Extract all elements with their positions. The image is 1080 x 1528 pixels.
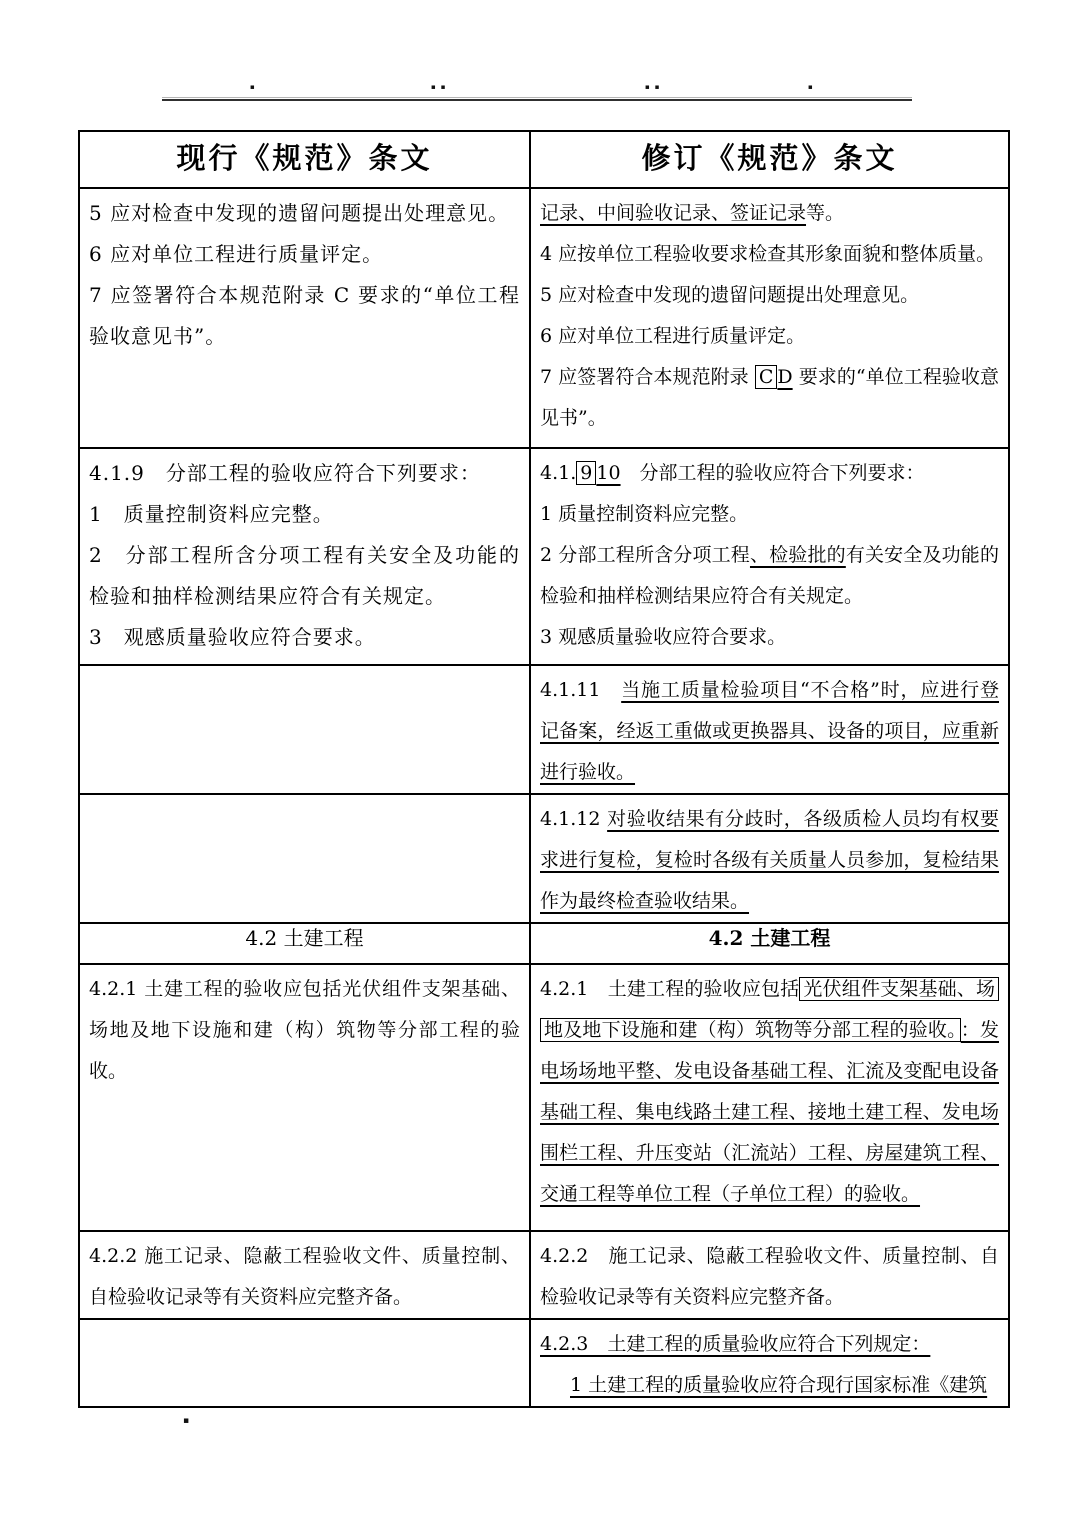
text-run: 分部工程的验收应符合下列要求： <box>620 462 925 484</box>
clause-line: 3 观感质量验收应符合要求。 <box>540 626 787 648</box>
clause-line: 5 应对检查中发现的遗留问题提出处理意见。 <box>540 284 920 306</box>
col-header-revised: 修订《规范》条文 <box>530 131 1009 188</box>
clause-line <box>540 670 999 793</box>
table-row <box>79 665 1009 794</box>
clause-line <box>540 453 999 494</box>
clause-line: 5 应对检查中发现的遗留问题提出处理意见。 <box>89 201 510 225</box>
deleted-text: C <box>755 365 778 389</box>
table-row <box>79 1319 1009 1407</box>
clause-line: 4 应按单位工程验收要求检查其形象面貌和整体质量。 <box>540 243 996 265</box>
clause-line <box>540 969 999 1215</box>
clause-line <box>540 799 999 922</box>
inserted-text: 1 土建工程的质量验收应符合现行国家标准《建筑 <box>570 1374 988 1396</box>
text-run: 有关安全及功能的检验和抽样检测结果应符合有关规定。 <box>540 544 999 607</box>
text-run: 等。 <box>806 202 845 224</box>
revised-clause-cell-4-2-1 <box>530 964 1009 1231</box>
inserted-text: 对验收结果有分歧时，各级质检人员均有权要求进行复检，复检时各级有关质量人员参加，复检结果作为最终检查验收结果。 <box>540 808 999 912</box>
revised-clause-cell-4-1-10 <box>530 448 1009 665</box>
inserted-text: 记录、中间验收记录、签证记录 <box>540 202 807 224</box>
text-run: 2 分部工程所含分项工程 <box>540 544 750 566</box>
clause-line: 4.2.1 土建工程的验收应包括光伏组件支架基础、场地及地下设施和建（构）筑物等分部工程的验收。 <box>89 978 520 1082</box>
clause-line: 4.2.2 施工记录、隐蔽工程验收文件、质量控制、自检验收记录等有关资料应完整齐备。 <box>89 1245 520 1308</box>
inserted-text: 、检验批的 <box>749 544 846 566</box>
table-row <box>79 794 1009 923</box>
revised-clause-cell-4-1-12 <box>530 794 1009 923</box>
header-artifact-mark: ▪▪ <box>431 83 451 91</box>
clause-line: 1 质量控制资料应完整。 <box>89 502 334 526</box>
clause-line <box>540 193 999 234</box>
text-run: 7 应签署符合本规范附录 <box>540 366 755 388</box>
clause-number: 4.1.12 <box>540 808 608 830</box>
revised-section-title: 4.2 土建工程 <box>530 923 1009 964</box>
text-run: 4.1. <box>540 462 577 484</box>
clause-line: 1 质量控制资料应完整。 <box>540 503 749 525</box>
inserted-text: 4.2.3 土建工程的质量验收应符合下列规定： <box>540 1333 931 1355</box>
table-row <box>79 1231 1009 1319</box>
text-run: 要求的“单位工程验收意见书”。 <box>540 366 999 429</box>
inserted-text: 当施工质量检验项目“不合格”时，应进行登记备案，经返工重做或更换器具、设备的项目，应重新进行验收。 <box>540 679 999 783</box>
current-clause-cell-empty <box>79 665 530 794</box>
table-row <box>79 448 1009 665</box>
page-header-rule <box>162 97 912 101</box>
clause-line: 7 应签署符合本规范附录 C 要求的“单位工程验收意见书”。 <box>89 283 520 348</box>
col-header-current: 现行《规范》条文 <box>79 131 530 188</box>
spec-comparison-table <box>78 130 1010 1408</box>
clause-line: 4.2.2 施工记录、隐蔽工程验收文件、质量控制、自检验收记录等有关资料应完整齐备。 <box>540 1245 999 1308</box>
current-clause-cell-4-1-9 <box>79 448 530 665</box>
revised-clause-cell-unit-acceptance <box>530 188 1009 448</box>
clause-line: 6 应对单位工程进行质量评定。 <box>89 242 384 266</box>
clause-line <box>540 357 999 439</box>
deleted-text: 光伏组件支架基础、场地及地下设施和建（构）筑物等分部工程的验收。 <box>540 977 999 1042</box>
clause-line: 4.1.9 分部工程的验收应符合下列要求： <box>89 461 481 485</box>
clause-line <box>540 1324 999 1365</box>
current-section-title: 4.2 土建工程 <box>79 923 530 964</box>
current-clause-cell-unit-acceptance <box>79 188 530 448</box>
clause-number: 4.1.11 <box>540 679 622 701</box>
clause-line: 3 观感质量验收应符合要求。 <box>89 625 376 649</box>
table-row <box>79 964 1009 1231</box>
deleted-text: 9 <box>576 461 596 485</box>
inserted-text: D <box>777 366 793 388</box>
clause-line: 6 应对单位工程进行质量评定。 <box>540 325 806 347</box>
header-artifact-mark: ▪▪ <box>645 83 665 91</box>
table-header-row <box>79 131 1009 188</box>
current-clause-cell-empty <box>79 1319 530 1407</box>
revised-clause-cell-4-1-11 <box>530 665 1009 794</box>
header-artifact-mark: ▪ <box>808 83 818 91</box>
current-clause-cell-4-2-2 <box>79 1231 530 1319</box>
inserted-text: ：发电场场地平整、发电设备基础工程、汇流及变配电设备基础工程、集电线路土建工程、接地土建工程、发电场围栏工程、升压变站（汇流站）工程、房屋建筑工程、交通工程等单位工程（子单位工程）的验收。 <box>540 1019 999 1205</box>
revised-clause-cell-4-2-3 <box>530 1319 1009 1407</box>
header-artifact-mark: ▪ <box>250 83 260 91</box>
text-run: 4.2.1 土建工程的验收应包括 <box>540 978 800 1000</box>
section-title-row <box>79 923 1009 964</box>
table-row <box>79 188 1009 448</box>
clause-line <box>540 535 999 617</box>
current-clause-cell-4-2-1 <box>79 964 530 1231</box>
revised-clause-cell-4-2-2 <box>530 1231 1009 1319</box>
clause-line: 2 分部工程所含分项工程有关安全及功能的检验和抽样检测结果应符合有关规定。 <box>89 543 520 608</box>
clause-line <box>540 1365 999 1406</box>
inserted-text: 10 <box>596 462 621 484</box>
current-clause-cell-empty <box>79 794 530 923</box>
footer-artifact-mark: ▪ <box>183 1416 190 1426</box>
